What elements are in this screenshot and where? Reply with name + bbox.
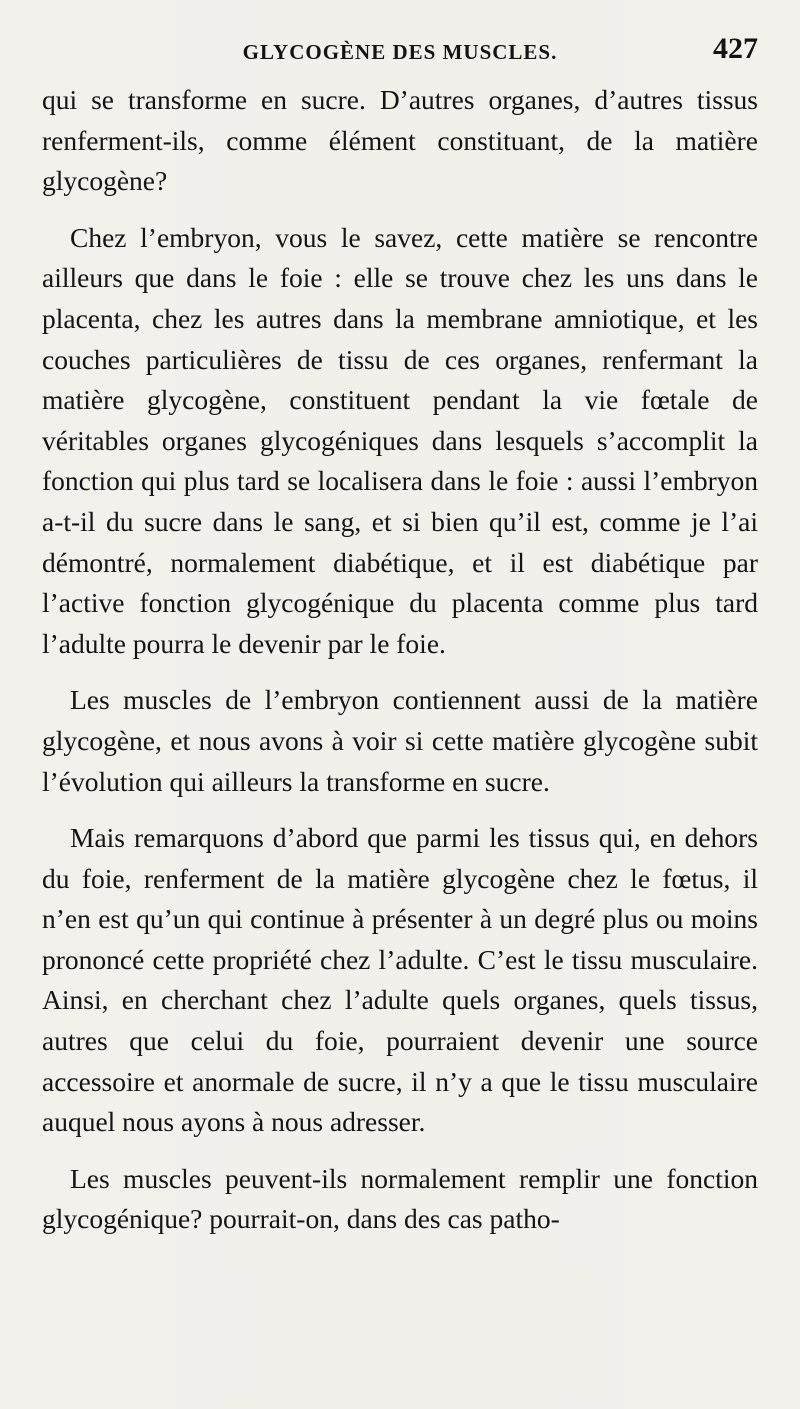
paragraph-embryo: Chez l’embryon, vous le savez, cette matière se rencontre ailleurs que dans le foie : elle se trouve chez les uns dans le placenta, chez les autres dans la membrane amniotique, et les couches particulières de tissu de ces organes, renfermant la matière glycogène, constituent pendant la vie fœtale de véritables organes glycogéniques dans lesquels s’accomplit la fonction qui plus tard se localisera dans le foie : aussi l’embryon a-t-il du sucre dans le sang, et si bien qu’il est, comme je l’ai démontré, normalement diabétique, et il est diabétique par l’active fonction glycogénique du placenta comme plus tard l’adulte pourra le devenir par le foie. bbox=[42, 221, 758, 659]
running-title: GLYCOGÈNE DES MUSCLES. bbox=[242, 40, 558, 64]
paragraph-continuation: qui se transforme en sucre. D’autres organes, d’autres tissus renferment-ils, comme élément constituant, de la matière glycogène? bbox=[42, 84, 758, 197]
page-number: 427 bbox=[713, 32, 758, 65]
paragraph-muscular-tissue: Mais remarquons d’abord que parmi les tissus qui, en dehors du foie, renferment de la matière glycogène chez le fœtus, il n’en est qu’un qui continue à présenter à un degré plus ou moins prononcé cette propriété chez l’adulte. C’est le tissu musculaire. Ainsi, en cherchant chez l’adulte quels organes, quels tissus, autres que celui du foie, pourraient devenir une source accessoire et anormale de sucre, il n’y a que le tissu musculaire auquel nous ayons à nous adresser. bbox=[42, 822, 758, 1138]
paragraph-embryo-muscles: Les muscles de l’embryon contiennent aussi de la matière glycogène, et nous avons à voir si cette matière glycogène subit l’évolution qui ailleurs la transforme en sucre. bbox=[42, 684, 758, 797]
running-head bbox=[42, 30, 758, 70]
body-text bbox=[42, 80, 758, 1240]
paragraph-question: Les muscles peuvent-ils normalement remplir une fonction glycogénique? pourrait-on, dans des cas patho- bbox=[42, 1162, 758, 1235]
